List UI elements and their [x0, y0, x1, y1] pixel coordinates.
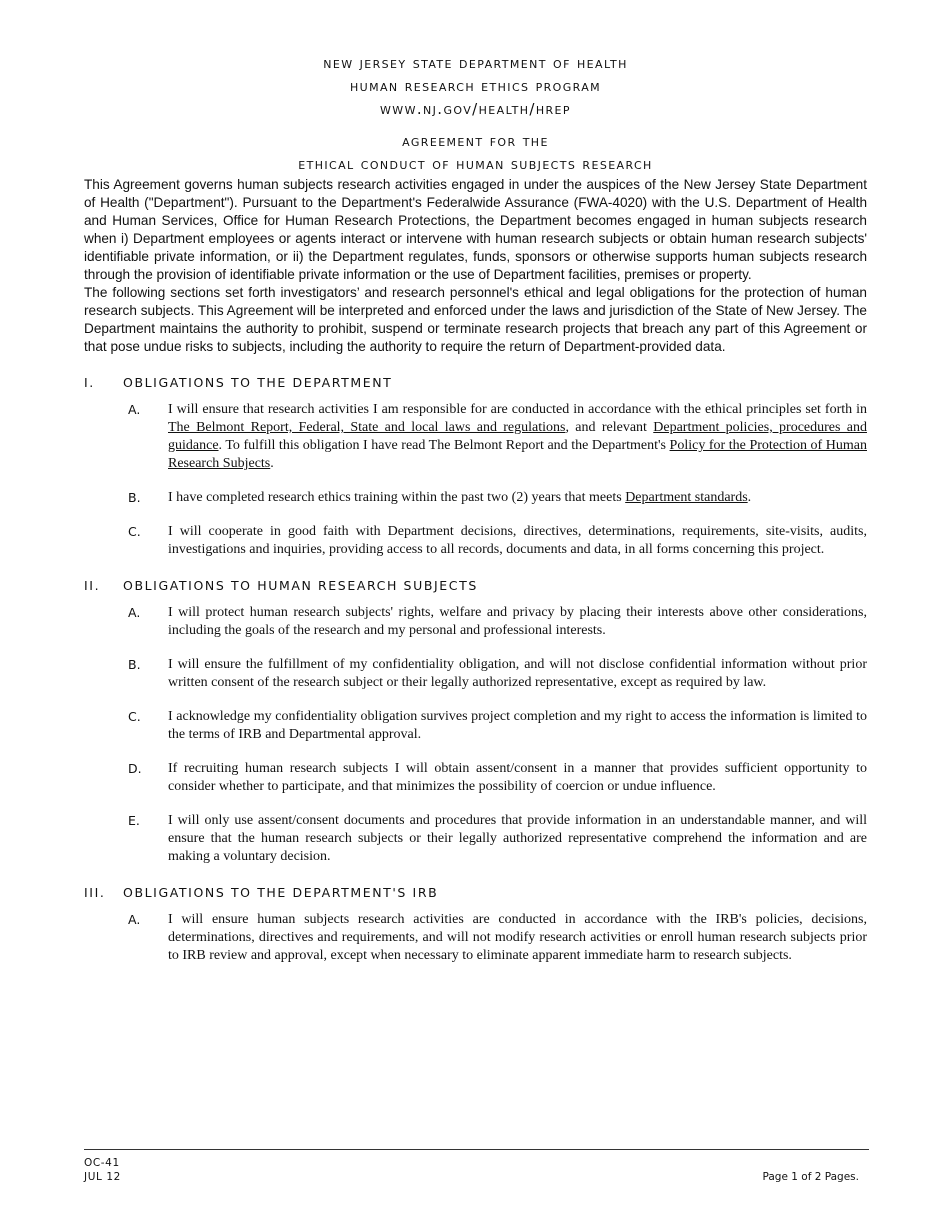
item-letter: C.	[128, 709, 141, 724]
item-letter: A.	[128, 605, 141, 620]
footer-form-info	[84, 1156, 121, 1184]
section-number: III.	[84, 885, 106, 900]
section-obligations-irb	[84, 884, 867, 965]
list-item	[84, 523, 867, 559]
footer-form-id: OC-41	[84, 1157, 120, 1169]
footer-divider	[84, 1149, 869, 1150]
header-website: www.nj.gov/health/hrep	[380, 100, 571, 118]
link-department-standards[interactable]: Department standards	[625, 490, 748, 505]
section-number: I.	[84, 375, 95, 390]
document-page	[84, 52, 867, 965]
document-title-line2: ethical conduct of human subjects research	[298, 155, 653, 173]
item-letter: A.	[128, 402, 141, 417]
item-text: I have completed research ethics training within the past two (2) years that meets Department standards.	[168, 490, 752, 505]
list-item	[84, 656, 867, 692]
item-text: I acknowledge my confidentiality obligation survives project completion and my right to access the information is limited to the terms of IRB and Departmental approval.	[168, 709, 867, 742]
item-text: I will ensure the fulfillment of my confidentiality obligation, and will not disclose confidential information without prior written consent of the research subject or their legally authorized representative, except as required by law.	[168, 657, 867, 690]
list-item	[84, 489, 867, 507]
link-protection-policy[interactable]: Policy for the Protection of Human Research Subjects	[168, 438, 867, 471]
item-letter: D.	[128, 761, 142, 776]
section-title: OBLIGATIONS TO THE DEPARTMENT'S IRB	[123, 885, 439, 900]
section-obligations-subjects	[84, 577, 867, 866]
link-belmont-report[interactable]: The Belmont Report, Federal, State and local laws and regulations	[168, 420, 566, 435]
list-item	[84, 760, 867, 796]
item-text: I will only use assent/consent documents and procedures that provide information in an understandable manner, and will ensure that the human research subjects or their legally authorized representative comprehend the information and are making a voluntary decision.	[168, 813, 867, 864]
list-item	[84, 812, 867, 866]
section-title: OBLIGATIONS TO HUMAN RESEARCH SUBJECTS	[123, 578, 478, 593]
intro-paragraph-2: The following sections set forth investigators’ and research personnel's ethical and legal obligations for the protection of human research subjects. This Agreement will be interpreted and enforced under the laws and jurisdiction of the State of New Jersey. The Department maintains the authority to prohibit, suspend or terminate research projects that breach any part of this Agreement or that pose undue risks to subjects, including the authority to require the return of Department-provided data.	[84, 285, 867, 354]
footer-page-number: Page 1 of 2 Pages.	[762, 1171, 859, 1183]
list-item	[84, 401, 867, 473]
item-letter: E.	[128, 813, 140, 828]
section-obligations-department	[84, 374, 867, 559]
item-letter: B.	[128, 490, 141, 505]
section-heading	[84, 577, 867, 595]
list-item	[84, 911, 867, 965]
footer-form-date: JUL 12	[84, 1171, 121, 1183]
item-text: I will cooperate in good faith with Department decisions, directives, determinations, requirements, site-visits, audits, investigations and inquiries, providing access to all records, documents and data, in all forms concerning this project.	[168, 524, 867, 557]
item-text: I will ensure that research activities I am responsible for are conducted in accordance with the ethical principles set forth in The Belmont Report, Federal, State and local laws and regulations, and relevant Department policies, procedures and guidance. To fulfill this obligation I have read The Belmont Report and the Department's Policy for the Protection of Human Research Subjects.	[168, 402, 867, 471]
list-item	[84, 708, 867, 744]
list-item	[84, 604, 867, 640]
header-department: new jersey state department of health	[323, 54, 628, 72]
item-text: I will ensure human subjects research activities are conducted in accordance with the IRB's policies, decisions, determinations, directives and requirements, and will not modify research activities or enroll human research subjects prior to IRB review and approval, except when necessary to eliminate apparent immediate harm to research subjects.	[168, 912, 867, 963]
item-text: If recruiting human research subjects I will obtain assent/consent in a manner that provides sufficient opportunity to consider whether to participate, and that minimizes the possibility of coercion or undue influence.	[168, 761, 867, 794]
section-heading	[84, 884, 867, 902]
item-letter: A.	[128, 912, 141, 927]
section-heading	[84, 374, 867, 392]
document-title-line1: agreement for the	[402, 132, 549, 150]
document-header	[84, 52, 867, 176]
item-letter: B.	[128, 657, 141, 672]
item-text: I will protect human research subjects' rights, welfare and privacy by placing their interests above other considerations, including the goals of the research and my personal and professional interests.	[168, 605, 867, 638]
item-letter: C.	[128, 524, 141, 539]
section-title: OBLIGATIONS TO THE DEPARTMENT	[123, 375, 393, 390]
header-program: human research ethics program	[349, 77, 602, 95]
section-number: II.	[84, 578, 101, 593]
link-department-policies[interactable]: Department policies, procedures and guidance	[168, 420, 867, 453]
intro-paragraph-1: This Agreement governs human subjects research activities engaged in under the auspices of the New Jersey State Department of Health ("Department"). Pursuant to the Department's Federalwide Assurance (FWA-4020) with the U.S. Department of Health and Human Services, Office for Human Research Protections, the Department becomes engaged in human subjects research when i) Department employees or agents interact or intervene with human research subjects or obtain human research subjects' identifiable private information, or ii) the Department regulates, funds, sponsors or otherwise supports human subjects research through the provision of identifiable private information or the use of Department facilities, premises or property.	[84, 177, 867, 282]
